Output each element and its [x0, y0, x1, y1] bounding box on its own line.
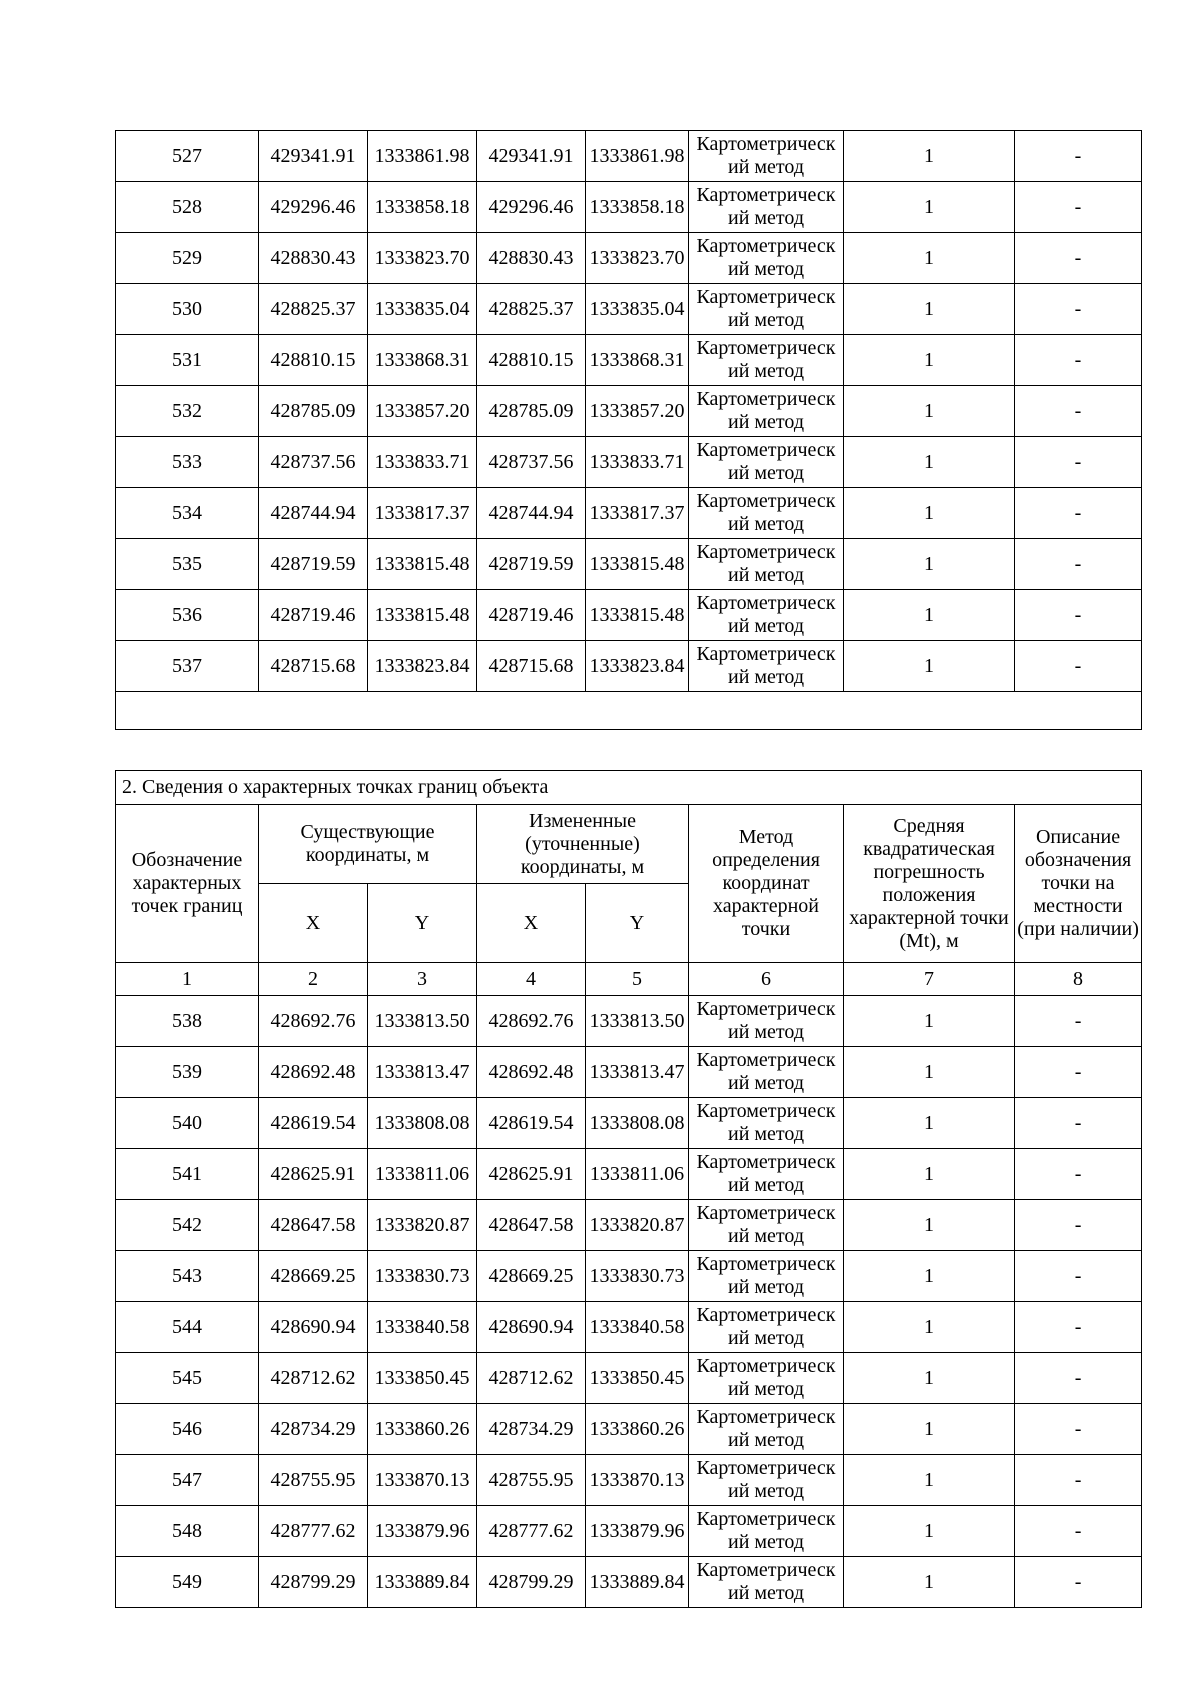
cell-description: -: [1015, 1098, 1142, 1149]
empty-row: [116, 692, 1142, 730]
cell-method: Картометрический метод: [689, 437, 844, 488]
header-existing-coordinates: Существующие координаты, м: [259, 805, 477, 884]
column-number: 5: [586, 963, 689, 996]
cell-point: 541: [116, 1149, 259, 1200]
cell-y: 1333889.84: [368, 1557, 477, 1608]
cell-point: 548: [116, 1506, 259, 1557]
cell-mt: 1: [844, 1455, 1015, 1506]
cell-method: Картометрический метод: [689, 1149, 844, 1200]
cell-method: Картометрический метод: [689, 641, 844, 692]
cell-point: 547: [116, 1455, 259, 1506]
cell-description: -: [1015, 182, 1142, 233]
cell-point: 527: [116, 131, 259, 182]
cell-y-new: 1333817.37: [586, 488, 689, 539]
cell-mt: 1: [844, 1149, 1015, 1200]
cell-y: 1333835.04: [368, 284, 477, 335]
cell-y-new: 1333835.04: [586, 284, 689, 335]
cell-y-new: 1333813.47: [586, 1047, 689, 1098]
cell-description: -: [1015, 1455, 1142, 1506]
cell-y-new: 1333861.98: [586, 131, 689, 182]
cell-mt: 1: [844, 335, 1015, 386]
table-row: [116, 641, 1142, 692]
cell-point: 540: [116, 1098, 259, 1149]
cell-description: -: [1015, 284, 1142, 335]
cell-description: -: [1015, 1251, 1142, 1302]
table-row: [116, 1302, 1142, 1353]
cell-method: Картометрический метод: [689, 284, 844, 335]
table-row: [116, 1200, 1142, 1251]
cell-x-new: 428810.15: [477, 335, 586, 386]
column-number-row: [116, 963, 1142, 996]
cell-x-new: 428830.43: [477, 233, 586, 284]
table-row: [116, 131, 1142, 182]
cell-method: Картометрический метод: [689, 1353, 844, 1404]
cell-method: Картометрический метод: [689, 182, 844, 233]
cell-x-new: 428692.76: [477, 996, 586, 1047]
header-method: Метод определения координат характерной точки: [689, 805, 844, 963]
cell-description: -: [1015, 335, 1142, 386]
cell-x-new: 429341.91: [477, 131, 586, 182]
cell-method: Картометрический метод: [689, 1047, 844, 1098]
cell-mt: 1: [844, 182, 1015, 233]
cell-y-new: 1333860.26: [586, 1404, 689, 1455]
table-row: [116, 996, 1142, 1047]
cell-x: 428669.25: [259, 1251, 368, 1302]
cell-y-new: 1333889.84: [586, 1557, 689, 1608]
cell-mt: 1: [844, 539, 1015, 590]
cell-method: Картометрический метод: [689, 1200, 844, 1251]
table-row: [116, 437, 1142, 488]
cell-y-new: 1333870.13: [586, 1455, 689, 1506]
cell-method: Картометрический метод: [689, 131, 844, 182]
cell-x: 428619.54: [259, 1098, 368, 1149]
cell-method: Картометрический метод: [689, 1455, 844, 1506]
cell-point: 531: [116, 335, 259, 386]
cell-x-new: 428737.56: [477, 437, 586, 488]
cell-mt: 1: [844, 1098, 1015, 1149]
cell-y: 1333840.58: [368, 1302, 477, 1353]
cell-y: 1333813.47: [368, 1047, 477, 1098]
header-x-changed: X: [477, 884, 586, 963]
cell-description: -: [1015, 539, 1142, 590]
boundary-points-table-continued: [115, 130, 1142, 730]
cell-mt: 1: [844, 437, 1015, 488]
cell-description: -: [1015, 437, 1142, 488]
cell-y: 1333857.20: [368, 386, 477, 437]
cell-x-new: 428777.62: [477, 1506, 586, 1557]
cell-x: 428830.43: [259, 233, 368, 284]
cell-y-new: 1333830.73: [586, 1251, 689, 1302]
header-y-existing: Y: [368, 884, 477, 963]
cell-x-new: 428799.29: [477, 1557, 586, 1608]
cell-description: -: [1015, 996, 1142, 1047]
boundary-points-table: [115, 770, 1142, 1608]
column-number: 2: [259, 963, 368, 996]
cell-y: 1333830.73: [368, 1251, 477, 1302]
cell-y: 1333868.31: [368, 335, 477, 386]
cell-y-new: 1333811.06: [586, 1149, 689, 1200]
cell-y: 1333861.98: [368, 131, 477, 182]
cell-y-new: 1333850.45: [586, 1353, 689, 1404]
cell-x-new: 428744.94: [477, 488, 586, 539]
cell-x: 428734.29: [259, 1404, 368, 1455]
cell-point: 536: [116, 590, 259, 641]
cell-y: 1333813.50: [368, 996, 477, 1047]
cell-x-new: 428734.29: [477, 1404, 586, 1455]
cell-x: 428737.56: [259, 437, 368, 488]
cell-point: 538: [116, 996, 259, 1047]
cell-y: 1333879.96: [368, 1506, 477, 1557]
column-number: 3: [368, 963, 477, 996]
cell-point: 533: [116, 437, 259, 488]
cell-point: 530: [116, 284, 259, 335]
cell-x-new: 428712.62: [477, 1353, 586, 1404]
column-number: 4: [477, 963, 586, 996]
table-row: [116, 233, 1142, 284]
cell-y-new: 1333823.84: [586, 641, 689, 692]
table-row: [116, 488, 1142, 539]
cell-mt: 1: [844, 488, 1015, 539]
header-point-designation: Обозначение характерных точек границ: [116, 805, 259, 963]
cell-y: 1333823.84: [368, 641, 477, 692]
header-mt: Средняя квадратическая погрешность положения характерной точки (Mt), м: [844, 805, 1015, 963]
cell-mt: 1: [844, 1047, 1015, 1098]
cell-method: Картометрический метод: [689, 488, 844, 539]
cell-mt: 1: [844, 996, 1015, 1047]
cell-method: Картометрический метод: [689, 1404, 844, 1455]
cell-x: 428647.58: [259, 1200, 368, 1251]
cell-x-new: 429296.46: [477, 182, 586, 233]
cell-method: Картометрический метод: [689, 996, 844, 1047]
table-body: [116, 131, 1142, 692]
cell-description: -: [1015, 1353, 1142, 1404]
cell-method: Картометрический метод: [689, 233, 844, 284]
cell-point: 535: [116, 539, 259, 590]
table-row: [116, 1455, 1142, 1506]
cell-mt: 1: [844, 1506, 1015, 1557]
section-title: 2. Сведения о характерных точках границ объекта: [116, 771, 1142, 805]
header-row: [116, 805, 1142, 884]
cell-x-new: 428715.68: [477, 641, 586, 692]
cell-method: Картометрический метод: [689, 1302, 844, 1353]
table-row: [116, 386, 1142, 437]
cell-x-new: 428755.95: [477, 1455, 586, 1506]
cell-y: 1333808.08: [368, 1098, 477, 1149]
cell-description: -: [1015, 131, 1142, 182]
cell-x-new: 428785.09: [477, 386, 586, 437]
cell-description: -: [1015, 1302, 1142, 1353]
cell-y-new: 1333858.18: [586, 182, 689, 233]
cell-x: 428715.68: [259, 641, 368, 692]
cell-description: -: [1015, 1200, 1142, 1251]
header-description: Описание обозначения точки на местности (при наличии): [1015, 805, 1142, 963]
cell-description: -: [1015, 1404, 1142, 1455]
cell-y-new: 1333857.20: [586, 386, 689, 437]
table-body: [116, 996, 1142, 1608]
cell-point: 528: [116, 182, 259, 233]
header-y-changed: Y: [586, 884, 689, 963]
cell-y: 1333820.87: [368, 1200, 477, 1251]
table-row: [116, 335, 1142, 386]
table-row: [116, 539, 1142, 590]
cell-point: 529: [116, 233, 259, 284]
cell-x: 428799.29: [259, 1557, 368, 1608]
cell-mt: 1: [844, 1353, 1015, 1404]
cell-mt: 1: [844, 131, 1015, 182]
cell-y-new: 1333808.08: [586, 1098, 689, 1149]
cell-y-new: 1333840.58: [586, 1302, 689, 1353]
table-row: [116, 1149, 1142, 1200]
cell-method: Картометрический метод: [689, 1098, 844, 1149]
cell-y-new: 1333823.70: [586, 233, 689, 284]
cell-x-new: 428669.25: [477, 1251, 586, 1302]
cell-mt: 1: [844, 1557, 1015, 1608]
cell-method: Картометрический метод: [689, 590, 844, 641]
column-number: 7: [844, 963, 1015, 996]
cell-x: 429296.46: [259, 182, 368, 233]
cell-x: 428712.62: [259, 1353, 368, 1404]
cell-method: Картометрический метод: [689, 1506, 844, 1557]
cell-mt: 1: [844, 1200, 1015, 1251]
cell-x: 428785.09: [259, 386, 368, 437]
table-row: [116, 1506, 1142, 1557]
cell-method: Картометрический метод: [689, 539, 844, 590]
cell-x: 428825.37: [259, 284, 368, 335]
cell-description: -: [1015, 386, 1142, 437]
cell-point: 539: [116, 1047, 259, 1098]
cell-description: -: [1015, 488, 1142, 539]
cell-x: 428692.48: [259, 1047, 368, 1098]
cell-x-new: 428619.54: [477, 1098, 586, 1149]
header-changed-coordinates: Измененные (уточненные) координаты, м: [477, 805, 689, 884]
cell-mt: 1: [844, 1404, 1015, 1455]
cell-y-new: 1333879.96: [586, 1506, 689, 1557]
cell-x-new: 428692.48: [477, 1047, 586, 1098]
table-row: [116, 1557, 1142, 1608]
table-row: [116, 1251, 1142, 1302]
table-row: [116, 1353, 1142, 1404]
cell-description: -: [1015, 233, 1142, 284]
cell-method: Картометрический метод: [689, 335, 844, 386]
cell-mt: 1: [844, 641, 1015, 692]
cell-point: 544: [116, 1302, 259, 1353]
cell-y: 1333823.70: [368, 233, 477, 284]
cell-point: 546: [116, 1404, 259, 1455]
table-row: [116, 182, 1142, 233]
cell-y-new: 1333868.31: [586, 335, 689, 386]
cell-y-new: 1333833.71: [586, 437, 689, 488]
cell-y: 1333858.18: [368, 182, 477, 233]
cell-x-new: 428690.94: [477, 1302, 586, 1353]
cell-method: Картометрический метод: [689, 1557, 844, 1608]
cell-description: -: [1015, 1506, 1142, 1557]
cell-x: 429341.91: [259, 131, 368, 182]
cell-x: 428719.59: [259, 539, 368, 590]
cell-mt: 1: [844, 1302, 1015, 1353]
cell-y-new: 1333820.87: [586, 1200, 689, 1251]
table-row: [116, 1404, 1142, 1455]
cell-x: 428690.94: [259, 1302, 368, 1353]
cell-y-new: 1333813.50: [586, 996, 689, 1047]
cell-x-new: 428825.37: [477, 284, 586, 335]
cell-point: 532: [116, 386, 259, 437]
column-number: 8: [1015, 963, 1142, 996]
cell-point: 534: [116, 488, 259, 539]
table-row: [116, 1098, 1142, 1149]
cell-point: 537: [116, 641, 259, 692]
cell-x-new: 428719.46: [477, 590, 586, 641]
cell-description: -: [1015, 1149, 1142, 1200]
cell-x: 428777.62: [259, 1506, 368, 1557]
cell-x: 428692.76: [259, 996, 368, 1047]
cell-point: 543: [116, 1251, 259, 1302]
cell-description: -: [1015, 641, 1142, 692]
cell-method: Картометрический метод: [689, 1251, 844, 1302]
column-number: 1: [116, 963, 259, 996]
header-x-existing: X: [259, 884, 368, 963]
cell-y: 1333860.26: [368, 1404, 477, 1455]
cell-mt: 1: [844, 233, 1015, 284]
cell-y: 1333815.48: [368, 590, 477, 641]
cell-y-new: 1333815.48: [586, 590, 689, 641]
cell-description: -: [1015, 1557, 1142, 1608]
section-caption-row: [116, 771, 1142, 805]
cell-y: 1333850.45: [368, 1353, 477, 1404]
cell-x: 428719.46: [259, 590, 368, 641]
cell-x-new: 428719.59: [477, 539, 586, 590]
cell-description: -: [1015, 590, 1142, 641]
column-number: 6: [689, 963, 844, 996]
cell-y-new: 1333815.48: [586, 539, 689, 590]
cell-mt: 1: [844, 590, 1015, 641]
table-row: [116, 1047, 1142, 1098]
cell-y: 1333815.48: [368, 539, 477, 590]
cell-mt: 1: [844, 386, 1015, 437]
cell-x: 428810.15: [259, 335, 368, 386]
cell-x: 428755.95: [259, 1455, 368, 1506]
cell-mt: 1: [844, 1251, 1015, 1302]
cell-x-new: 428647.58: [477, 1200, 586, 1251]
cell-point: 545: [116, 1353, 259, 1404]
empty-cell: [116, 692, 1142, 730]
cell-x: 428625.91: [259, 1149, 368, 1200]
cell-y: 1333833.71: [368, 437, 477, 488]
cell-x-new: 428625.91: [477, 1149, 586, 1200]
table-row: [116, 284, 1142, 335]
cell-y: 1333870.13: [368, 1455, 477, 1506]
cell-y: 1333811.06: [368, 1149, 477, 1200]
cell-y: 1333817.37: [368, 488, 477, 539]
cell-mt: 1: [844, 284, 1015, 335]
cell-method: Картометрический метод: [689, 386, 844, 437]
cell-point: 542: [116, 1200, 259, 1251]
cell-point: 549: [116, 1557, 259, 1608]
cell-description: -: [1015, 1047, 1142, 1098]
cell-x: 428744.94: [259, 488, 368, 539]
table-row: [116, 590, 1142, 641]
